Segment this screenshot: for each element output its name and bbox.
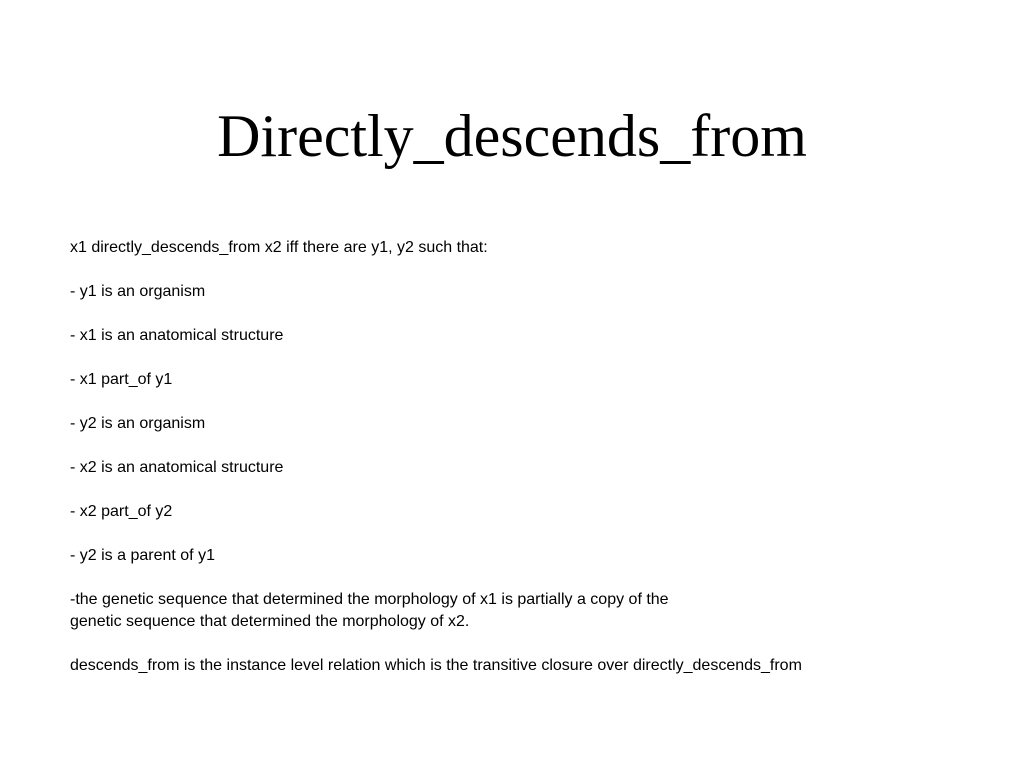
condition-item: - x1 part_of y1 xyxy=(70,371,173,388)
genetic-condition-line-1: -the genetic sequence that determined the morphology of x1 is partially a copy of the xyxy=(70,591,669,608)
transitive-closure-note: descends_from is the instance level relation which is the transitive closure over directly_descends_from xyxy=(70,657,802,674)
spacer xyxy=(70,523,970,545)
slide-title: Directly_descends_from xyxy=(217,103,807,169)
spacer xyxy=(70,391,970,413)
condition-item: - y2 is a parent of y1 xyxy=(70,547,215,564)
spacer xyxy=(70,435,970,457)
spacer xyxy=(70,567,970,589)
spacer xyxy=(70,259,970,281)
condition-item: - x1 is an anatomical structure xyxy=(70,327,284,344)
spacer xyxy=(70,479,970,501)
condition-item: - x2 part_of y2 xyxy=(70,503,173,520)
spacer xyxy=(70,347,970,369)
condition-item: - y1 is an organism xyxy=(70,283,206,300)
spacer xyxy=(70,303,970,325)
definition-intro: x1 directly_descends_from x2 iff there are y1, y2 such that: xyxy=(70,239,488,256)
condition-item: - x2 is an anatomical structure xyxy=(70,459,284,476)
spacer xyxy=(70,633,970,655)
condition-item: - y2 is an organism xyxy=(70,415,206,432)
slide-body xyxy=(70,237,970,677)
genetic-condition-line-2: genetic sequence that determined the morphology of x2. xyxy=(70,613,470,630)
